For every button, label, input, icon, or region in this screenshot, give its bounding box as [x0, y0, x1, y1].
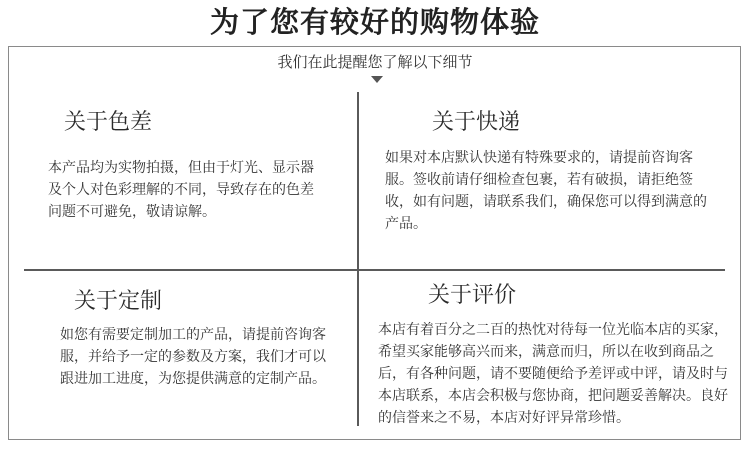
section-title-color-difference: 关于色差 — [64, 110, 153, 135]
notice-subtitle: 我们在此提醒您了解以下细节 — [277, 53, 473, 71]
section-title-shipping: 关于快递 — [432, 110, 521, 135]
down-arrow-icon — [371, 76, 383, 83]
section-body-color-difference: 本产品均为实物拍摄，但由于灯光、显示器及个人对色彩理解的不同，导致存在的色差问题不可避免，敬请谅解。 — [48, 160, 314, 220]
vertical-divider — [357, 92, 359, 426]
horizontal-divider — [24, 269, 725, 271]
page-title: 为了您有较好的购物体验 — [209, 5, 540, 39]
section-body-reviews: 本店有着百分之二百的热忱对待每一位光临本店的买家，希望买家能够高兴而来，满意而归，所以在收到商品之后，有各种问题，请不要随便给予差评或中评，请及时与本店联系，本店会积极与您协商，把问题妥善解决。良好的信誉来之不易，本店对好评异常珍惜。 — [378, 322, 728, 426]
section-body-shipping: 如果对本店默认快递有特殊要求的，请提前咨询客服。签收前请仔细检查包裹，若有破损，请拒绝签收，如有问题，请联系我们，确保您可以得到满意的产品。 — [385, 150, 707, 232]
section-body-customization: 如您有需要定制加工的产品，请提前咨询客服，并给予一定的参数及方案，我们才可以跟进加工进度，为您提供满意的定制产品。 — [60, 327, 326, 387]
section-title-customization: 关于定制 — [74, 289, 163, 314]
section-title-reviews: 关于评价 — [428, 283, 517, 308]
